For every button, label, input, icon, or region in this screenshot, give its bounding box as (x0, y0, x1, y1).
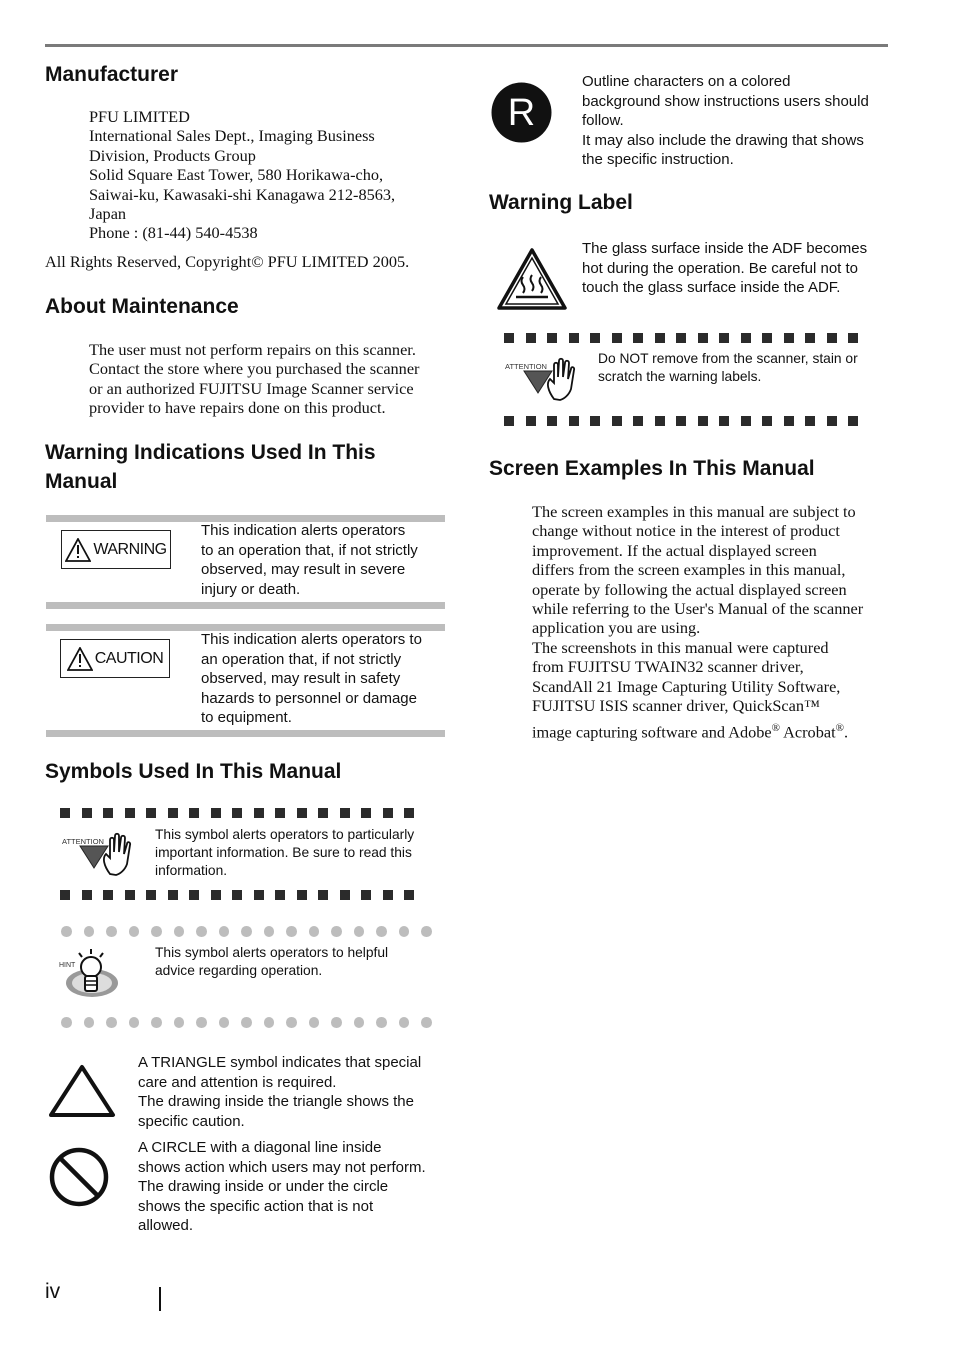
instruction-r-icon (491, 82, 552, 143)
text-line: The drawing inside the triangle shows the (138, 1093, 414, 1111)
triangle-description (138, 1053, 448, 1131)
maintenance-text (89, 340, 455, 418)
text-line: application you are using. (532, 618, 701, 638)
text-line: A CIRCLE with a diagonal line inside (138, 1139, 382, 1156)
attention-icon-text: ATTENTION (505, 362, 547, 371)
text-line: The glass surface inside the ADF becomes (582, 240, 868, 257)
text-line: from FUJITSU TWAIN32 scanner driver, (532, 657, 804, 677)
page-number: iv (45, 1280, 61, 1303)
manufacturer-section (45, 60, 455, 271)
text-line: This symbol alerts operators to helpful (155, 945, 389, 960)
text-line: A TRIANGLE symbol indicates that special (138, 1054, 422, 1071)
heading-line: Manual (45, 470, 118, 493)
screen-examples-section (489, 454, 909, 742)
text-line: This indication alerts operators (201, 522, 406, 539)
attention-icon-text: ATTENTION (62, 837, 104, 846)
text-line: operate by following the actual displayed screen (532, 579, 847, 599)
label-attention-description (598, 350, 898, 386)
text-line: important information. Be sure to read this (155, 844, 412, 860)
text-line: change without notice in the interest of product (532, 521, 840, 541)
text-line: It may also include the drawing that shows (582, 131, 864, 149)
text-line: differs from the screen examples in this manual, (532, 560, 846, 580)
text-line: provider to have repairs done on this product. (89, 398, 386, 418)
caution-bottom-bar (46, 730, 445, 737)
footer-divider (159, 1287, 161, 1311)
text-line: or an authorized FUJITSU Image Scanner service (89, 378, 414, 398)
address-line: PFU LIMITED (89, 107, 190, 126)
maintenance-heading: About Maintenance (45, 295, 239, 318)
caution-label (60, 639, 170, 678)
text-line: The drawing inside or under the circle (138, 1178, 389, 1196)
text-line: hazards to personnel or damage (201, 689, 417, 707)
top-rule (45, 44, 888, 47)
caution-description (201, 630, 446, 728)
hint-icon (58, 947, 120, 1001)
warning-label-heading-wrap (489, 188, 633, 217)
heading-line: Warning Indications Used In This (45, 441, 376, 464)
warning-description (201, 521, 446, 599)
text-line: The user must not perform repairs on this scanner. (89, 340, 416, 359)
hint-icon-text: HINT (59, 962, 76, 969)
text-line: image capturing software and Adobe® Acrobat®. (532, 722, 849, 742)
text-line: to an operation that, if not strictly (201, 541, 418, 559)
warning-label-heading: Warning Label (489, 191, 633, 214)
address-line: Saiwai-ku, Kawasaki-shi Kanagawa 212-8563, (89, 184, 396, 204)
hint-top-dots (61, 926, 432, 937)
attention-bottom-squares (60, 890, 414, 900)
text-line: an operation that, if not strictly (201, 650, 402, 668)
circle-description (138, 1138, 453, 1236)
screen-examples-heading: Screen Examples In This Manual (489, 457, 815, 480)
text-line: shows action which users may not perform. (138, 1158, 426, 1176)
text-line: Contact the store where you purchased the scanner (89, 359, 420, 379)
text-line: Do NOT remove from the scanner, stain or (598, 351, 858, 366)
caution-label-text: CAUTION (94, 649, 164, 667)
hot-surface-description (582, 239, 902, 298)
hint-description (155, 944, 445, 980)
text-line: to equipment. (201, 709, 292, 727)
address-line: Phone : (81-44) 540-4538 (89, 223, 258, 243)
text-line: scratch the warning labels. (598, 368, 762, 384)
registered-mark: ® (771, 722, 780, 735)
text-line: follow. (582, 112, 624, 130)
warning-bottom-bar (46, 602, 445, 609)
manufacturer-address (89, 107, 455, 243)
address-line: International Sales Dept., Imaging Business (89, 126, 375, 146)
text-line: touch the glass surface inside the ADF. (582, 279, 841, 297)
text-line: This indication alerts operators to (201, 631, 422, 648)
address-line: Japan (89, 204, 127, 224)
maintenance-section (45, 292, 455, 418)
text-line: ScandAll 21 Image Capturing Utility Software, (532, 676, 841, 696)
attention-icon (504, 355, 584, 401)
warning-label-text: WARNING (93, 540, 167, 558)
attention-description (155, 826, 445, 879)
text-line: specific caution. (138, 1112, 245, 1130)
text-line: care and attention is required. (138, 1073, 337, 1091)
text-line: injury or death. (201, 580, 301, 598)
text-line: Outline characters on a colored (582, 73, 791, 90)
registered-mark: ® (835, 722, 844, 735)
text-line: hot during the operation. Be careful not to (582, 259, 859, 277)
triangle-symbol-icon (48, 1064, 116, 1118)
text-line: background show instructions users should (582, 92, 869, 110)
attention-icon (60, 830, 140, 876)
hint-bottom-dots (61, 1017, 432, 1028)
text-line: advice regarding operation. (155, 962, 323, 978)
text-line: observed, may result in safety (201, 670, 401, 688)
address-line: Division, Products Group (89, 145, 256, 165)
r-icon-letter: R (507, 92, 536, 134)
text-line: FUJITSU ISIS scanner driver, QuickScan™ (532, 696, 820, 716)
symbols-heading-wrap (45, 757, 341, 786)
label-attention-bottom-squares (504, 416, 858, 426)
address-line: Solid Square East Tower, 580 Horikawa-cho, (89, 165, 384, 185)
hot-surface-icon (496, 247, 568, 311)
attention-top-squares (60, 808, 414, 818)
text-line: The screen examples in this manual are subject to (532, 502, 856, 521)
text-line: the specific instruction. (582, 151, 734, 169)
text-line: The screenshots in this manual were captured (532, 637, 829, 657)
text-line: while referring to the User's Manual of the scanner (532, 599, 864, 619)
label-attention-top-squares (504, 333, 858, 343)
exclamation-triangle-icon (65, 538, 91, 562)
text-line: shows the specific action that is not (138, 1197, 374, 1215)
copyright-text: All Rights Reserved, Copyright© PFU LIMITED 2005. (45, 251, 410, 271)
warning-label (61, 530, 171, 569)
manufacturer-heading: Manufacturer (45, 63, 179, 86)
exclamation-triangle-icon (67, 647, 93, 671)
text-line: allowed. (138, 1217, 194, 1235)
text-line: improvement. If the actual displayed screen (532, 540, 817, 560)
text-line: information. (155, 862, 228, 878)
warning-indications-heading (45, 438, 455, 496)
text-line: observed, may result in severe (201, 561, 406, 579)
r-symbol-description (582, 72, 902, 170)
text-line: This symbol alerts operators to particularly (155, 827, 415, 842)
symbols-heading: Symbols Used In This Manual (45, 760, 342, 783)
screen-examples-text (532, 502, 909, 742)
prohibition-circle-icon (48, 1146, 110, 1208)
